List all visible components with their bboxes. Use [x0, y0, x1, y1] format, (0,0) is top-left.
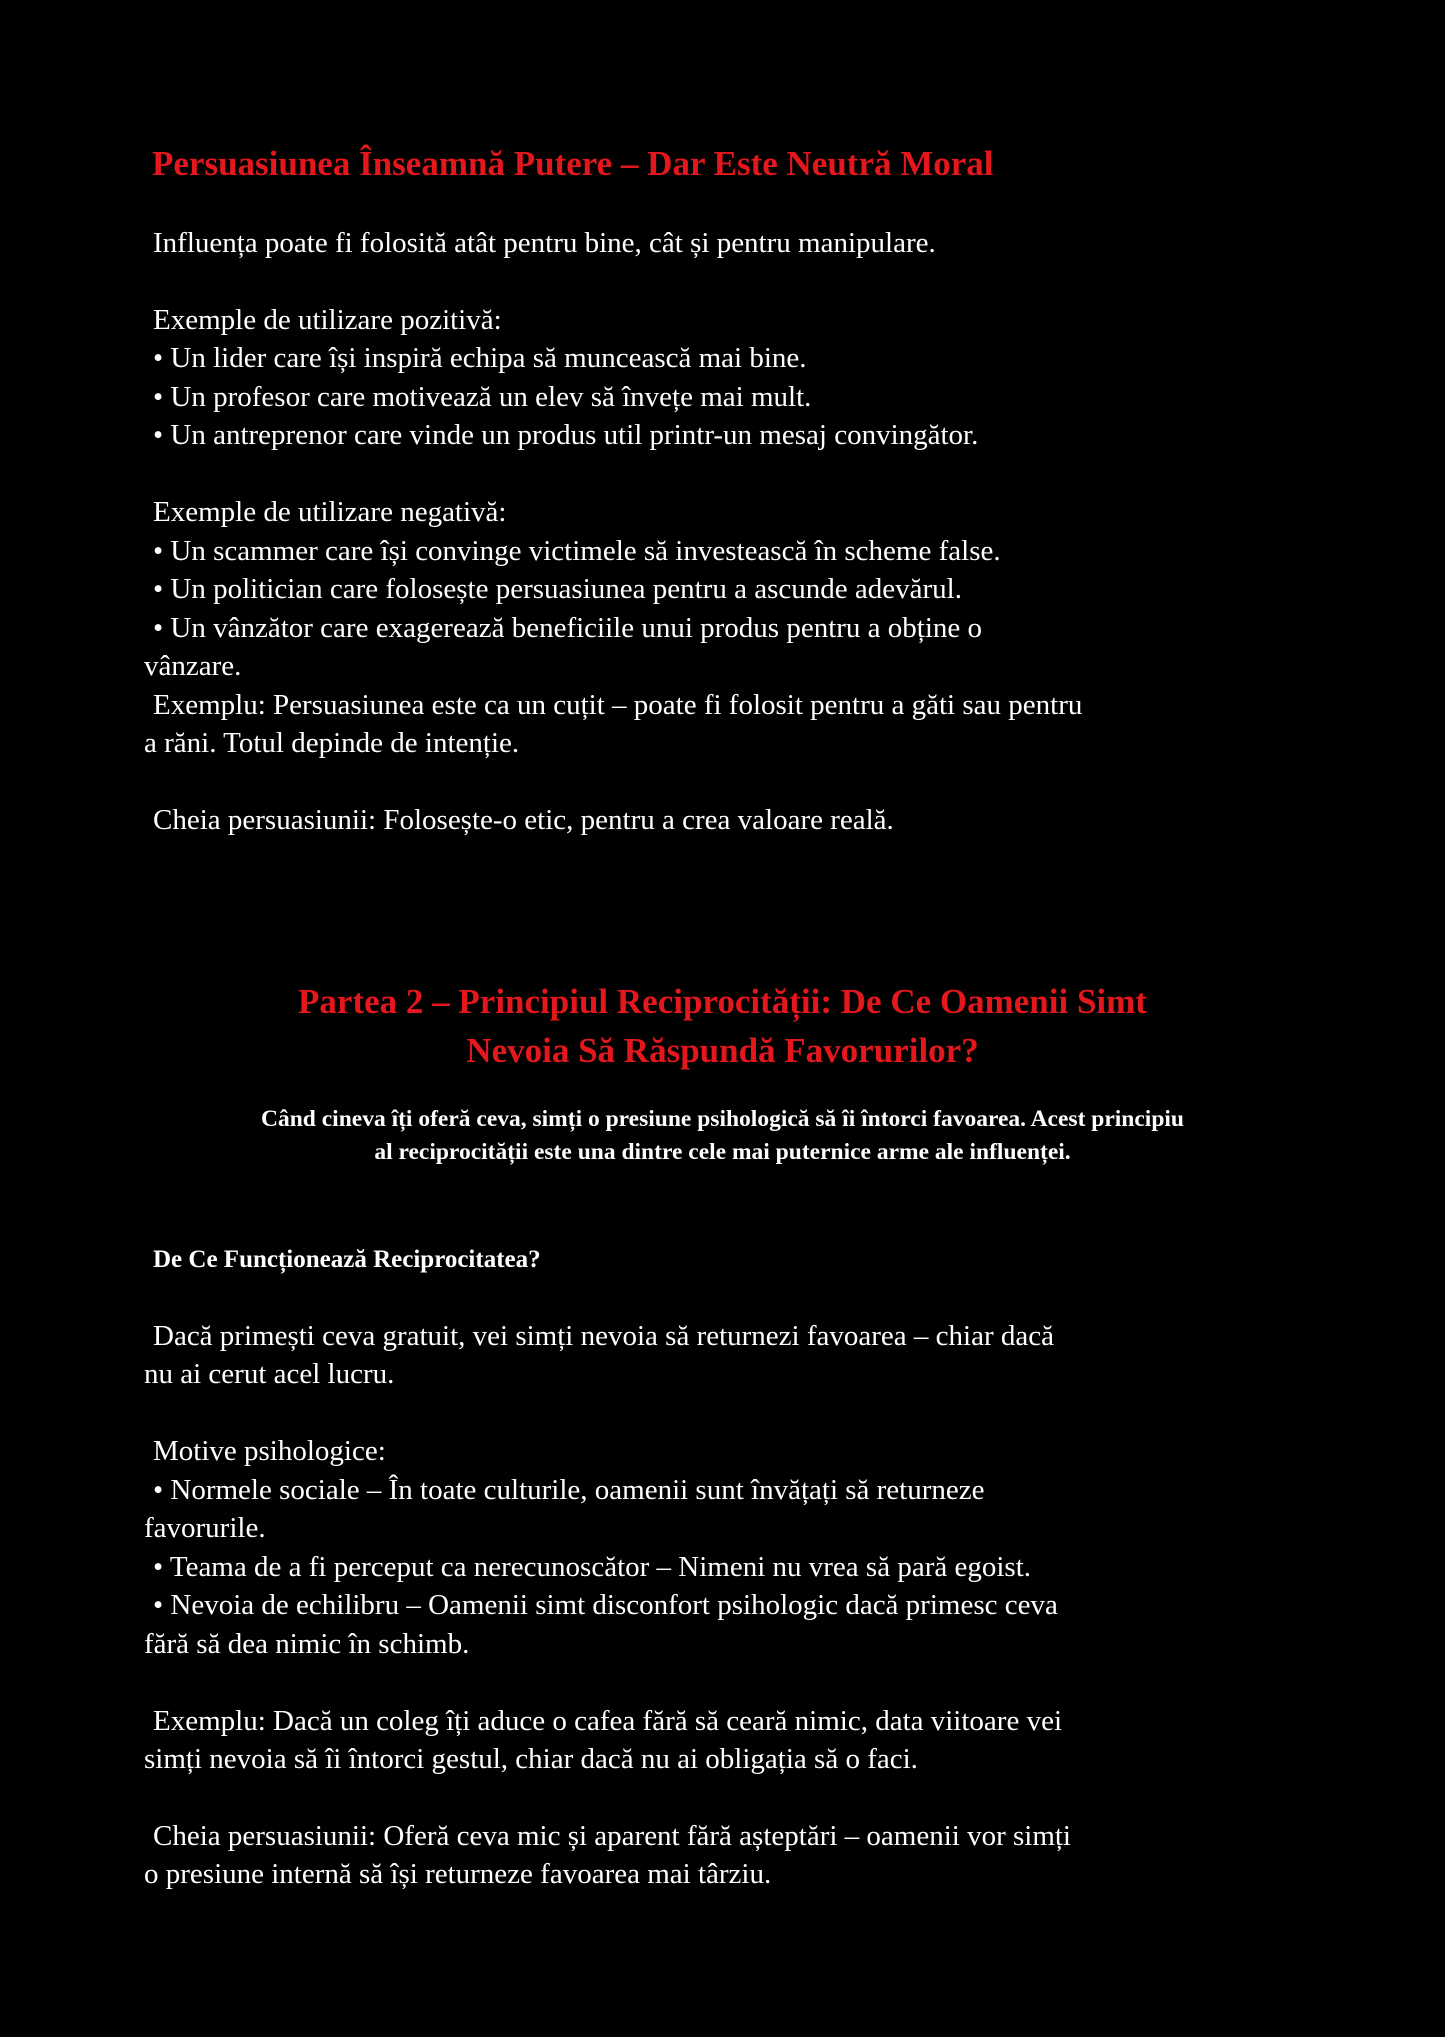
section2-line-9: Exemplu: Dacă un coleg îți aduce o cafea fără să ceară nimic, data viitoare vei [153, 1705, 1062, 1737]
section2-subheading: De Ce Funcționează Reciprocitatea? [153, 1246, 541, 1273]
section1-line-7: • Un scammer care își convinge victimele să investească în scheme false. [153, 535, 1001, 567]
section2-heading [150, 977, 1295, 1075]
section2-intro-line-1: Când cineva îți oferă ceva, simți o presiune psihologică să îi întorci favoarea. Acest principiu [261, 1106, 1184, 1132]
section1-line-3: • Un lider care își inspiră echipa să muncească mai bine. [153, 342, 807, 374]
section2-line-12: o presiune internă să își returneze favoarea mai târziu. [144, 1858, 772, 1890]
section1-line-8: • Un politician care folosește persuasiunea pentru a ascunde adevărul. [153, 573, 962, 605]
section1-heading: Persuasiunea Înseamnă Putere – Dar Este Neutră Moral [152, 144, 994, 183]
section1-line-13: Cheia persuasiunii: Folosește-o etic, pentru a crea valoare reală. [153, 804, 894, 836]
section2-line-3: Motive psihologice: [153, 1435, 386, 1467]
section1-line-4: • Un profesor care motivează un elev să învețe mai mult. [153, 381, 812, 413]
section2-line-8: fără să dea nimic în schimb. [144, 1628, 470, 1660]
section2-intro [150, 1103, 1295, 1169]
section1-line-12: a răni. Totul depinde de intenție. [144, 727, 520, 759]
section2-line-4: • Normele sociale – În toate culturile, oamenii sunt învățați să returneze [153, 1474, 985, 1506]
section2-line-11: Cheia persuasiunii: Oferă ceva mic și aparent fără așteptări – oamenii vor simți [153, 1820, 1071, 1852]
section2-intro-line-2: al reciprocității este una dintre cele mai puternice arme ale influenței. [374, 1139, 1071, 1165]
section2-line-5: favorurile. [144, 1512, 266, 1544]
section1-line-2: Exemple de utilizare pozitivă: [153, 304, 502, 336]
section2-line-10: simți nevoia să îi întorci gestul, chiar dacă nu ai obligația să o faci. [144, 1743, 918, 1775]
section2-line-6: • Teama de a fi perceput ca nerecunoscător – Nimeni nu vrea să pară egoist. [153, 1551, 1032, 1583]
section1-line-6: Exemple de utilizare negativă: [153, 496, 507, 528]
section1-line-10: vânzare. [144, 650, 242, 682]
section1-line-1: Influența poate fi folosită atât pentru bine, cât și pentru manipulare. [153, 227, 936, 259]
section2-line-2: nu ai cerut acel lucru. [144, 1358, 395, 1390]
section1-line-9: • Un vânzător care exagerează beneficiile unui produs pentru a obține o [153, 612, 983, 644]
section1-line-11: Exemplu: Persuasiunea este ca un cuțit – poate fi folosit pentru a găti sau pentru [153, 689, 1083, 721]
section2-heading-line-1: Partea 2 – Principiul Reciprocității: De Ce Oamenii Simt [298, 982, 1147, 1021]
section1-line-5: • Un antreprenor care vinde un produs util printr-un mesaj convingător. [153, 419, 979, 451]
section2-line-7: • Nevoia de echilibru – Oamenii simt disconfort psihologic dacă primesc ceva [153, 1589, 1058, 1621]
section2-heading-line-2: Nevoia Să Răspundă Favorurilor? [466, 1031, 979, 1070]
section2-line-1: Dacă primești ceva gratuit, vei simți nevoia să returnezi favoarea – chiar dacă [153, 1320, 1054, 1352]
